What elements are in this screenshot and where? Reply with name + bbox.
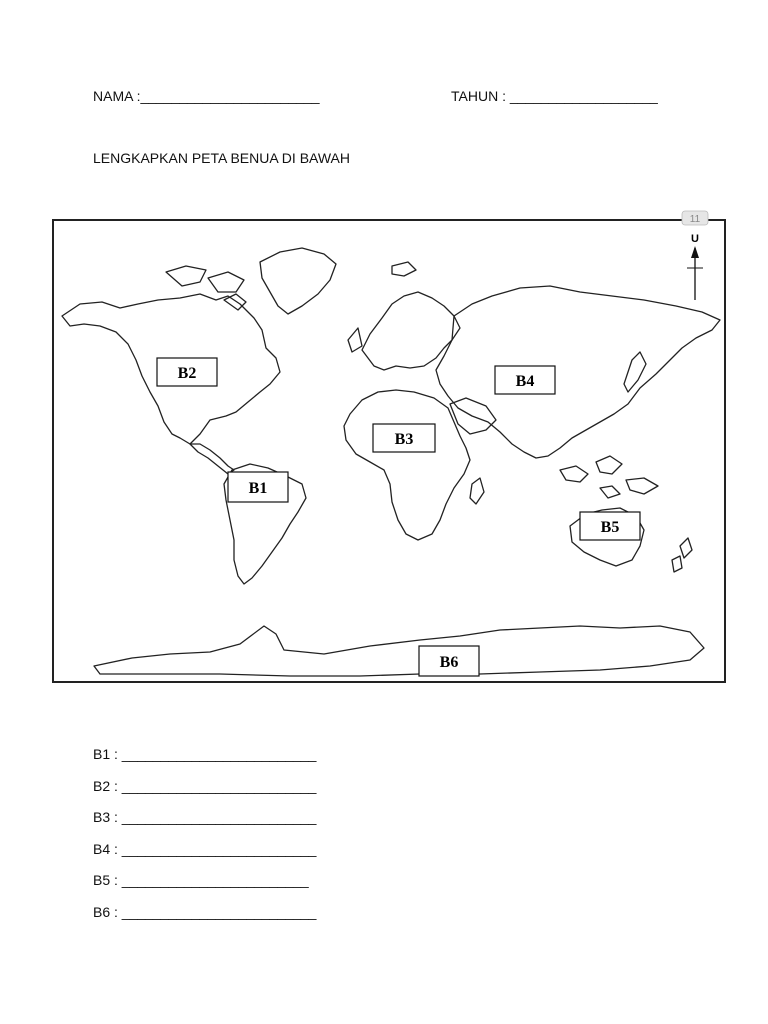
africa-outline [344, 390, 470, 540]
compass-letter: U [691, 233, 699, 245]
answer-list [93, 746, 316, 936]
greenland-outline [260, 248, 336, 314]
antarctica-outline [94, 626, 704, 676]
europe-outline [362, 292, 460, 370]
label-b6: B6 [439, 654, 459, 671]
label-b4: B4 [515, 373, 535, 390]
answer-b5-field[interactable]: B5 : ________________________ [93, 872, 309, 889]
label-b1: B1 [248, 480, 268, 497]
world-map-figure [40, 208, 740, 688]
label-box-b6 [419, 646, 479, 676]
answer-b2-field[interactable]: B2 : _________________________ [93, 777, 317, 794]
answer-b6-field[interactable]: B6 : _________________________ [93, 903, 317, 920]
central-america-outline [190, 444, 234, 474]
answer-b1-field[interactable]: B1 : _________________________ [93, 746, 317, 762]
madagascar-outline [470, 478, 484, 504]
label-box-b1 [228, 472, 288, 502]
tahun-field[interactable]: TAHUN : ___________________ [451, 88, 658, 104]
answer-b4-field[interactable]: B4 : _________________________ [93, 840, 317, 857]
nama-field[interactable]: NAMA :_______________________ [93, 88, 320, 104]
uk-iceland-outline [348, 262, 416, 352]
compass-north-icon [687, 233, 703, 300]
arctic-islands-outline [166, 266, 246, 310]
world-map [40, 208, 740, 688]
label-b3: B3 [394, 431, 414, 448]
label-b2: B2 [177, 365, 197, 382]
label-b5: B5 [600, 519, 620, 536]
label-box-b2 [157, 358, 217, 386]
page-badge [682, 211, 708, 225]
se-asia-islands-outline [560, 456, 658, 498]
instruction-heading: LENGKAPKAN PETA BENUA DI BAWAH [93, 150, 350, 166]
label-box-b5 [580, 512, 640, 540]
page-badge-number: 11 [689, 214, 701, 225]
new-zealand-outline [672, 538, 692, 572]
answer-b3-field[interactable]: B3 : _________________________ [93, 809, 317, 826]
label-box-b3 [373, 424, 435, 452]
label-box-b4 [495, 366, 555, 394]
